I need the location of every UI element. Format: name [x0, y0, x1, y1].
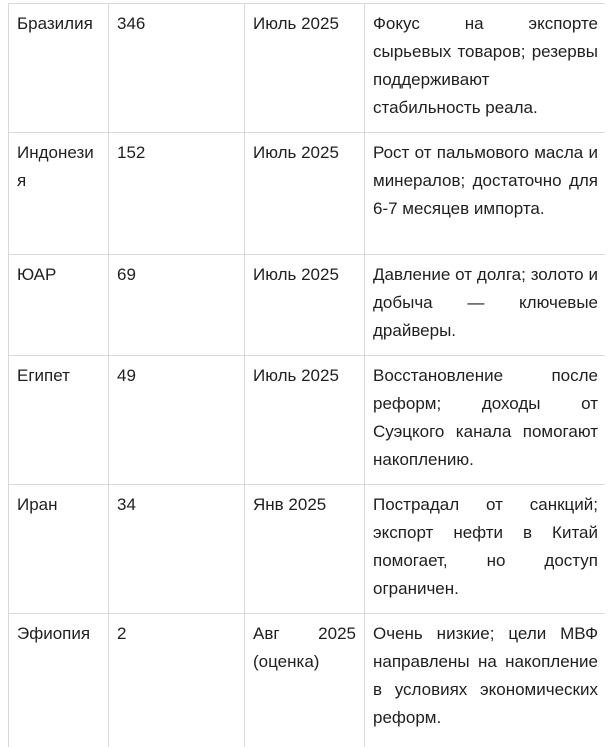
reserves-table — [8, 3, 605, 747]
country-cell: Эфиопия — [9, 614, 109, 747]
value-cell: 34 — [109, 485, 245, 614]
comment-cell: Очень низкие; цели МВФ направлены на накопление в условиях экономических реформ. — [365, 614, 606, 747]
date-cell: Июль 2025 — [245, 4, 365, 133]
date-cell: Июль 2025 — [245, 356, 365, 485]
date-cell: Июль 2025 — [245, 255, 365, 356]
table-row — [9, 485, 606, 614]
country-cell: ЮАР — [9, 255, 109, 356]
value-cell: 152 — [109, 133, 245, 255]
country-cell: Иран — [9, 485, 109, 614]
table-row — [9, 614, 606, 747]
country-cell: Бразилия — [9, 4, 109, 133]
value-cell: 346 — [109, 4, 245, 133]
comment-cell: Пострадал от санкций; экспорт нефти в Китай помогает, но доступ ограничен. — [365, 485, 606, 614]
date-cell: Янв 2025 — [245, 485, 365, 614]
comment-cell: Давление от долга; золото и добыча — ключевые драйверы. — [365, 255, 606, 356]
table-body — [9, 4, 606, 747]
comment-cell: Восстановление после реформ; доходы от Суэцкого канала помогают накоплению. — [365, 356, 606, 485]
comment-cell: Фокус на экспорте сырьевых товаров; резервы поддерживают стабильность реала. — [365, 4, 606, 133]
date-cell: Июль 2025 — [245, 133, 365, 255]
value-cell: 49 — [109, 356, 245, 485]
date-cell: Авг 2025 (оценка) — [245, 614, 365, 747]
country-cell: Египет — [9, 356, 109, 485]
table-row — [9, 255, 606, 356]
comment-cell: Рост от пальмового масла и минералов; достаточно для 6-7 месяцев импорта. — [365, 133, 606, 255]
table-row — [9, 356, 606, 485]
table-container — [8, 3, 605, 747]
table-row — [9, 133, 606, 255]
country-cell: Индонезия — [9, 133, 109, 255]
table-row — [9, 4, 606, 133]
value-cell: 69 — [109, 255, 245, 356]
value-cell: 2 — [109, 614, 245, 747]
